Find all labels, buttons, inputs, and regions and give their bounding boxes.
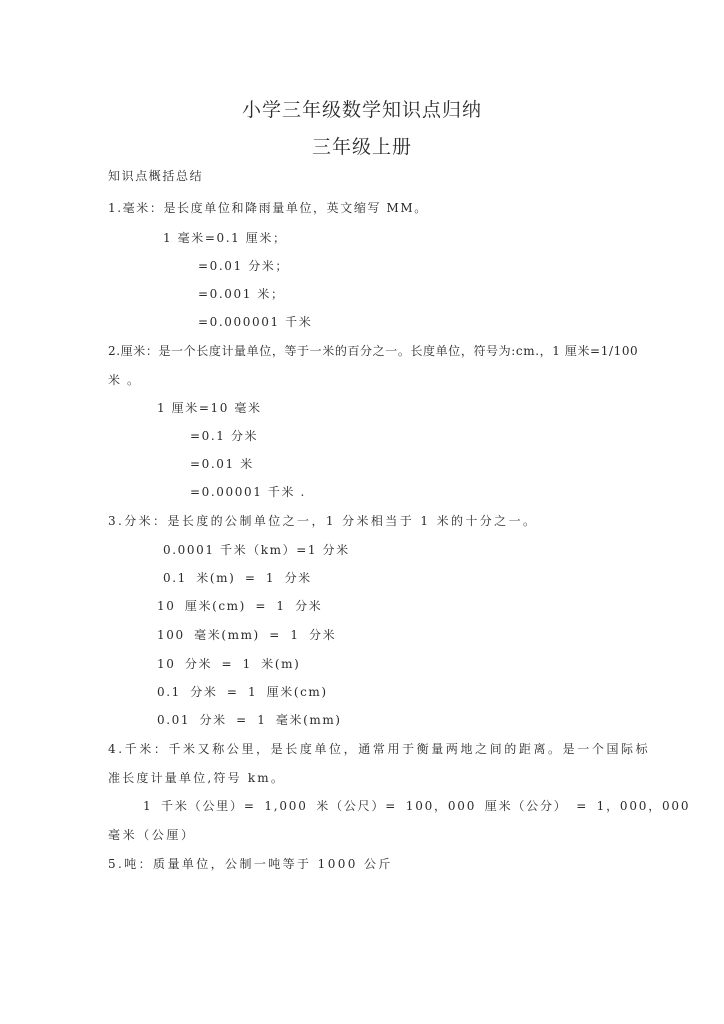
item-2-line: =0.1 分米: [190, 429, 259, 443]
item-2-heading: 2.厘米：是一个长度计量单位，等于一米的百分之一。长度单位，符号为:cm.，1 厘米=1/100: [108, 344, 639, 358]
item-1-heading: 1.毫米：是长度单位和降雨量单位，英文缩写 MM。: [108, 201, 428, 215]
section-heading: 知识点概括总结: [108, 169, 204, 183]
item-3-line: 100 毫米(mm) = 1 分米: [157, 628, 337, 642]
item-2-line: =0.00001 千米 .: [190, 485, 306, 499]
item-4-line: 1 千米（公里）= 1,000 米（公尺）= 100，000 厘米（公分） = 1，000，000: [143, 799, 691, 813]
item-3-line: 0.01 分米 = 1 毫米(mm): [157, 713, 342, 727]
item-2-heading-cont: 米 。: [108, 373, 141, 387]
document-title: 小学三年级数学知识点归纳: [241, 99, 482, 121]
item-1-line: 1 毫米=0.1 厘米；: [163, 231, 287, 245]
item-3-heading: 3.分米：是长度的公制单位之一，1 分米相当于 1 米的十分之一。: [108, 514, 538, 528]
item-2-line: =0.01 米: [190, 457, 254, 471]
item-1-line: =0.001 米；: [198, 287, 285, 301]
item-3-line: 0.1 米(m) = 1 分米: [163, 571, 312, 585]
item-4-heading: 4.千米：千米又称公里，是长度单位，通常用于衡量两地之间的距离。是一个国际标: [108, 742, 651, 756]
item-1-line: =0.01 分米；: [198, 259, 289, 273]
document-subtitle: 三年级上册: [311, 136, 412, 158]
item-4-heading-cont: 准长度计量单位,符号 km。: [108, 771, 286, 785]
item-1-line: =0.000001 千米: [198, 315, 313, 329]
item-3-line: 0.0001 千米（km）=1 分米: [163, 543, 350, 557]
item-5-heading: 5.吨：质量单位，公制一吨等于 1000 公斤: [108, 857, 393, 871]
item-2-line: 1 厘米=10 毫米: [157, 401, 262, 415]
item-4-line: 毫米（公厘）: [108, 828, 196, 842]
item-3-line: 0.1 分米 = 1 厘米(cm): [157, 685, 328, 699]
item-3-line: 10 厘米(cm) = 1 分米: [157, 599, 323, 613]
item-3-line: 10 分米 = 1 米(m): [157, 657, 301, 671]
